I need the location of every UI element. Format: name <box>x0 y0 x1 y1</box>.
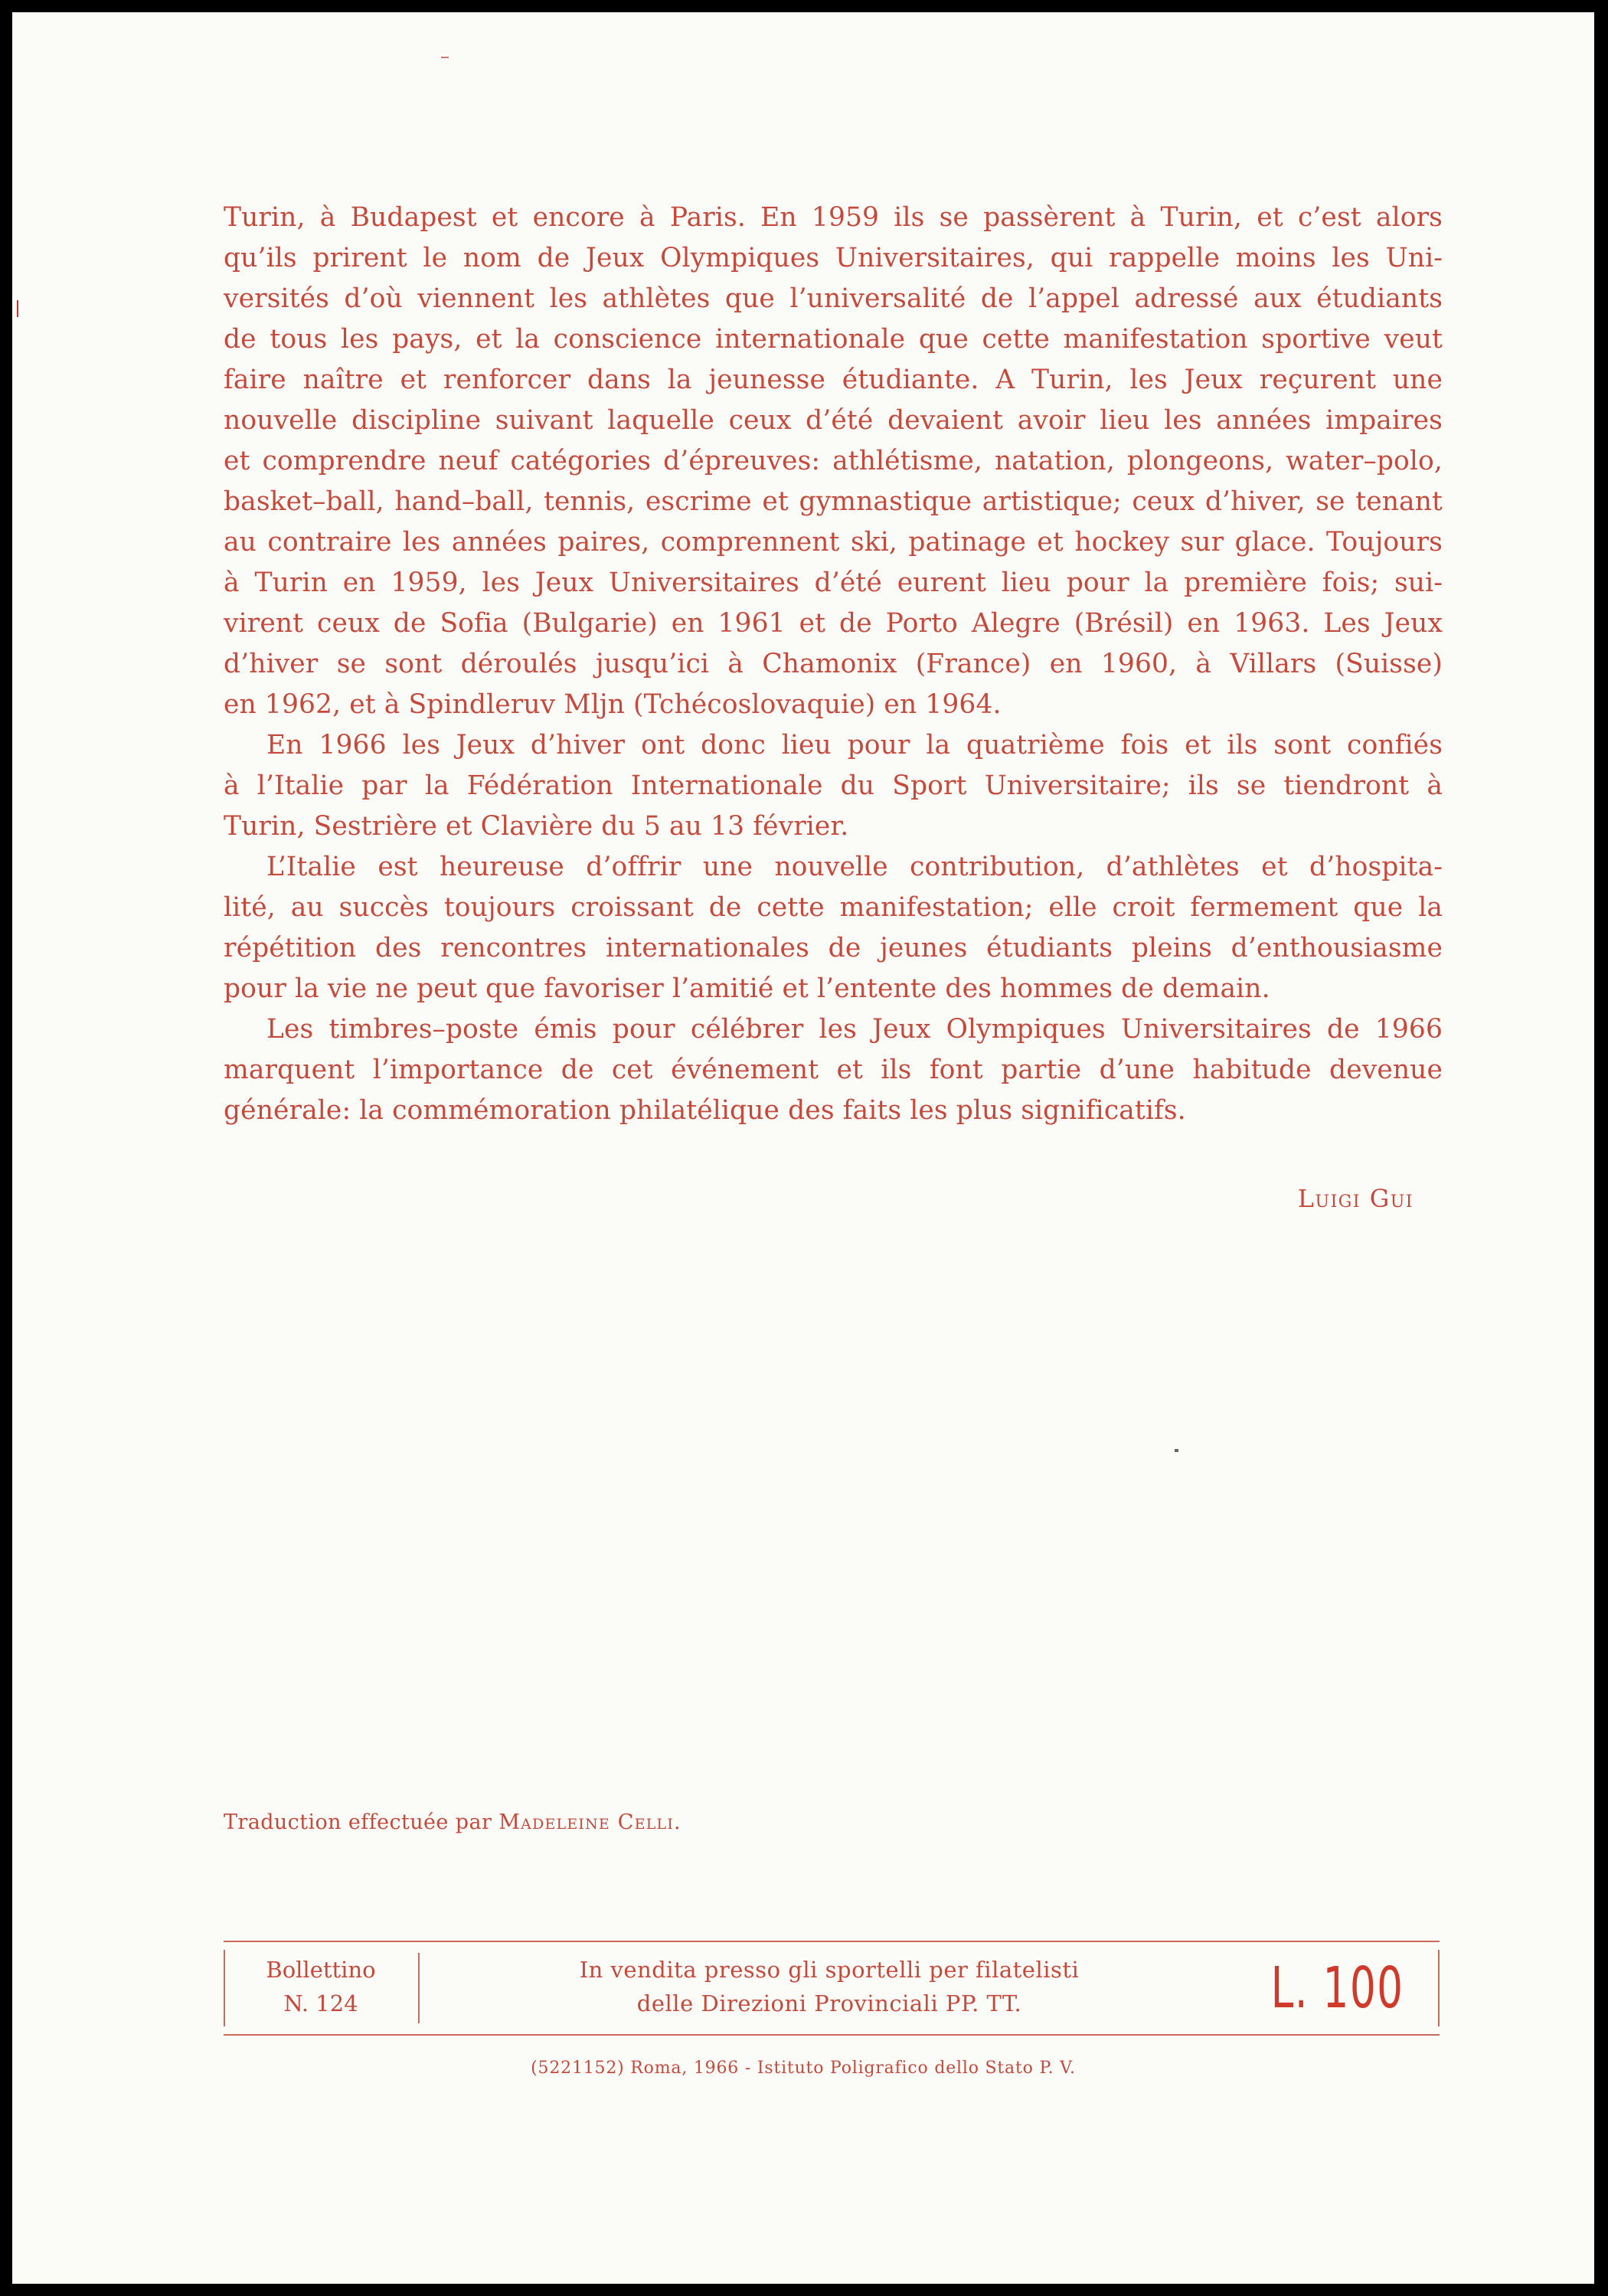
document-page <box>12 12 1594 2284</box>
paragraph-1-line-4: de tous les pays, et la conscience internationale que cette manifestation sportive veut <box>224 324 1443 355</box>
paragraph-1-line-7: et comprendre neuf catégories d’épreuves: athlétisme, natation, plongeons, water–polo, <box>224 446 1443 476</box>
paragraph-1-line-10: à Turin en 1959, les Jeux Universitaires d’été eurent lieu pour la première fois; sui- <box>224 567 1443 598</box>
footer-box <box>224 1941 1440 2036</box>
printer-imprint: (5221152) Roma, 1966 - Istituto Poligrafico dello Stato P. V. <box>531 2059 1076 2078</box>
paragraph-1-line-12: d’hiver se sont déroulés jusqu’ici à Chamonix (France) en 1960, à Villars (Suisse) <box>224 649 1443 679</box>
paragraph-4-line-1: Les timbres–poste émis pour célébrer les Jeux Olympiques Universitaires de 1966 <box>266 1014 1443 1045</box>
body-text <box>224 198 1443 1131</box>
paragraph-1-line-3: versités d’où viennent les athlètes que l’universalité de l’appel adressé aux étudiants <box>224 283 1443 314</box>
paragraph-2-line-1: En 1966 les Jeux d’hiver ont donc lieu pour la quatrième fois et ils sont confiés <box>266 730 1443 760</box>
paragraph-1-line-2: qu’ils prirent le nom de Jeux Olympiques Universitaires, qui rappelle moins les Uni- <box>224 243 1443 273</box>
paragraph-1-line-11: virent ceux de Sofia (Bulgarie) en 1961 et de Porto Alegre (Brésil) en 1963. Les Jeux <box>224 608 1443 639</box>
paragraph-4-line-3: générale: la commémoration philatélique des faits les plus significatifs. <box>224 1095 1186 1126</box>
sale-notice-line-2: delle Direzioni Provinciali PP. TT. <box>636 1990 1022 2016</box>
speck-mark <box>1175 1449 1178 1452</box>
paragraph-1-line-13: en 1962, et à Spindleruv Mljn (Tchécoslovaquie) en 1964. <box>224 689 1002 720</box>
bulletin-issue: N. 124 <box>283 1990 358 2016</box>
paragraph-1-line-1: Turin, à Budapest et encore à Paris. En 1959 ils se passèrent à Turin, et c’est alors <box>224 202 1443 233</box>
paragraph-4-line-2: marquent l’importance de cet événement et ils font partie d’une habitude devenue <box>224 1055 1443 1085</box>
speck-mark <box>441 57 449 58</box>
paragraph-2-line-2: à l’Italie par la Fédération Internationale du Sport Universitaire; ils se tiendront à <box>224 770 1443 801</box>
translator-name: Madeleine Celli. <box>498 1810 681 1834</box>
translation-credit <box>224 1810 681 1834</box>
paragraph-3-line-2: lité, au succès toujours croissant de cette manifestation; elle croit fermement que la <box>224 892 1443 923</box>
price-label: L. 100 <box>1271 1955 1404 2021</box>
bulletin-label: Bollettino <box>266 1957 376 1983</box>
paragraph-1-line-6: nouvelle discipline suivant laquelle ceux d’été devaient avoir lieu les années impaires <box>224 405 1443 436</box>
bulletin-number <box>224 1953 420 2023</box>
sale-notice-line-1: In vendita presso gli sportelli per filatelisti <box>579 1957 1080 1983</box>
paragraph-1-line-9: au contraire les années paires, comprennent ski, patinage et hockey sur glace. Toujours <box>224 527 1443 558</box>
paragraph-3-line-3: répétition des rencontres internationales de jeunes étudiants pleins d’enthousiasme <box>224 933 1443 963</box>
paragraph-3-line-1: L’Italie est heureuse d’offrir une nouvelle contribution, d’athlètes et d’hospita- <box>266 852 1443 882</box>
sale-notice <box>420 1953 1239 2020</box>
signature: Luigi Gui <box>1297 1184 1414 1213</box>
paragraph-1-line-8: basket–ball, hand–ball, tennis, escrime et gymnastique artistique; ceux d’hiver, se tenant <box>224 486 1443 517</box>
paragraph-2-line-3: Turin, Sestrière et Clavière du 5 au 13 février. <box>224 811 849 842</box>
translation-prefix: Traduction effectuée par <box>224 1810 492 1834</box>
paragraph-1-line-5: faire naître et renforcer dans la jeunesse étudiante. A Turin, les Jeux reçurent une <box>224 365 1443 395</box>
margin-mark <box>17 300 18 317</box>
paragraph-3-line-4: pour la vie ne peut que favoriser l’amitié et l’entente des hommes de demain. <box>224 973 1270 1004</box>
